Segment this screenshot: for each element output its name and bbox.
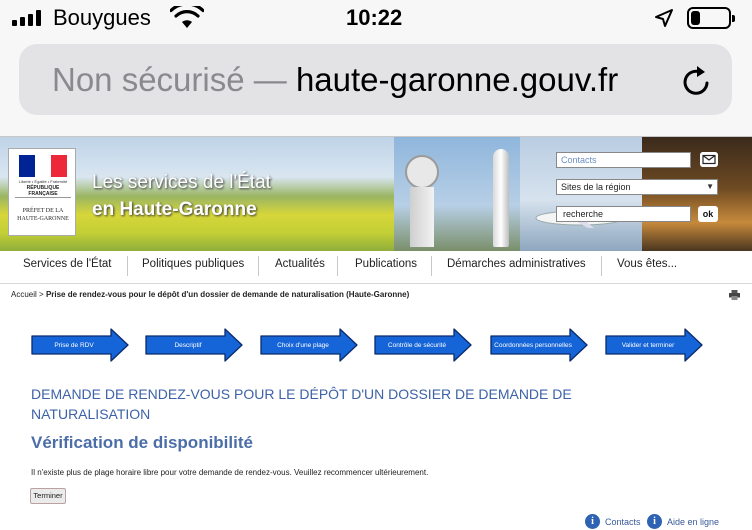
tower-image [410,187,434,247]
url-domain: haute-garonne.gouv.fr [295,61,619,98]
cellular-signal-icon [12,10,41,26]
info-icon: i [585,514,600,529]
url-insecure-label: Non sécurisé — [52,61,287,98]
marianne-logo[interactable] [8,148,76,236]
logo-motto: Liberté • Égalité • Fraternité [18,179,68,184]
step-label: Descriptif [174,341,202,349]
logo-divider [15,197,71,198]
breadcrumb [11,290,409,299]
chevron-down-icon: ▼ [706,182,714,191]
battery-level [691,11,700,25]
nav-item-demarches[interactable]: Démarches administratives [447,258,586,270]
site-title-line2: en Haute-Garonne [92,199,257,220]
step-label: Valider et terminer [621,341,675,349]
search-ok-button[interactable]: ok [698,206,718,222]
contacts-field[interactable]: Contacts [556,152,691,168]
step-5 [490,328,588,362]
footer-help-label: Aide en ligne [667,516,720,527]
url-text[interactable] [52,61,618,99]
step-2 [145,328,243,362]
ios-status-bar [0,0,752,36]
battery-icon [687,7,731,29]
finish-button[interactable]: Terminer [30,488,66,504]
rocket-image [493,149,509,247]
print-icon[interactable] [729,290,740,300]
step-3 [260,328,358,362]
logo-prefet: PRÉFET DE LA HAUTE-GARONNE [17,208,69,222]
tower-sphere-image [405,155,439,189]
nav-divider [127,256,128,276]
carrier-name: Bouygues [53,5,151,30]
browser-toolbar [0,36,752,137]
step-6 [605,328,703,362]
step-label: Choix d'une plage [277,341,329,349]
step-label: Contrôle de sécurité [387,341,447,349]
nav-divider [258,256,259,276]
main-navigation [0,251,752,284]
step-label: Coordonnées personnelles [494,341,572,349]
step-4 [374,328,472,362]
footer-contacts-link[interactable] [585,514,641,529]
step-1 [31,328,129,362]
footer-help-link[interactable] [647,514,719,529]
search-input[interactable]: recherche [556,206,691,222]
nav-item-services[interactable]: Services de l'État [23,258,112,270]
address-bar[interactable] [19,44,732,115]
info-icon: i [647,514,662,529]
nav-divider [337,256,338,276]
page-title: DEMANDE DE RENDEZ-VOUS POUR LE DÉPÔT D'UN DOSSIER DE DEMANDE DE NATURALISATION [31,386,572,422]
nav-item-actualites[interactable]: Actualités [275,258,325,270]
nav-divider [431,256,432,276]
breadcrumb-separator: > [39,290,44,299]
location-arrow-icon [654,8,674,28]
wifi-icon [170,6,204,30]
french-flag-icon [19,155,67,177]
regional-sites-value: Sites de la région [561,182,631,192]
nav-item-politiques[interactable]: Politiques publiques [142,258,245,270]
nav-divider [601,256,602,276]
status-time: 10:22 [346,5,403,30]
reload-icon[interactable] [680,64,714,98]
breadcrumb-current: Prise de rendez-vous pour le dépôt d'un dossier de demande de naturalisation (Haute-Garonne) [45,290,410,299]
site-title-line1: Les services de l'État [92,172,271,193]
nav-item-publications[interactable]: Publications [355,258,418,270]
mail-icon[interactable] [700,152,718,167]
footer-contacts-label: Contacts [605,516,641,527]
availability-message: Il n'existe plus de plage horaire libre pour votre demande de rendez-vous. Veuillez recommencer ultérieurement. [31,468,429,477]
logo-republique: RÉPUBLIQUE FRANÇAISE [26,185,60,197]
section-subtitle: Vérification de disponibilité [31,433,253,452]
breadcrumb-home-link[interactable]: Accueil [11,290,37,299]
step-label: Prise de RDV [54,341,94,349]
nav-item-vous-etes[interactable]: Vous êtes... [617,258,678,270]
regional-sites-select[interactable] [556,179,718,195]
